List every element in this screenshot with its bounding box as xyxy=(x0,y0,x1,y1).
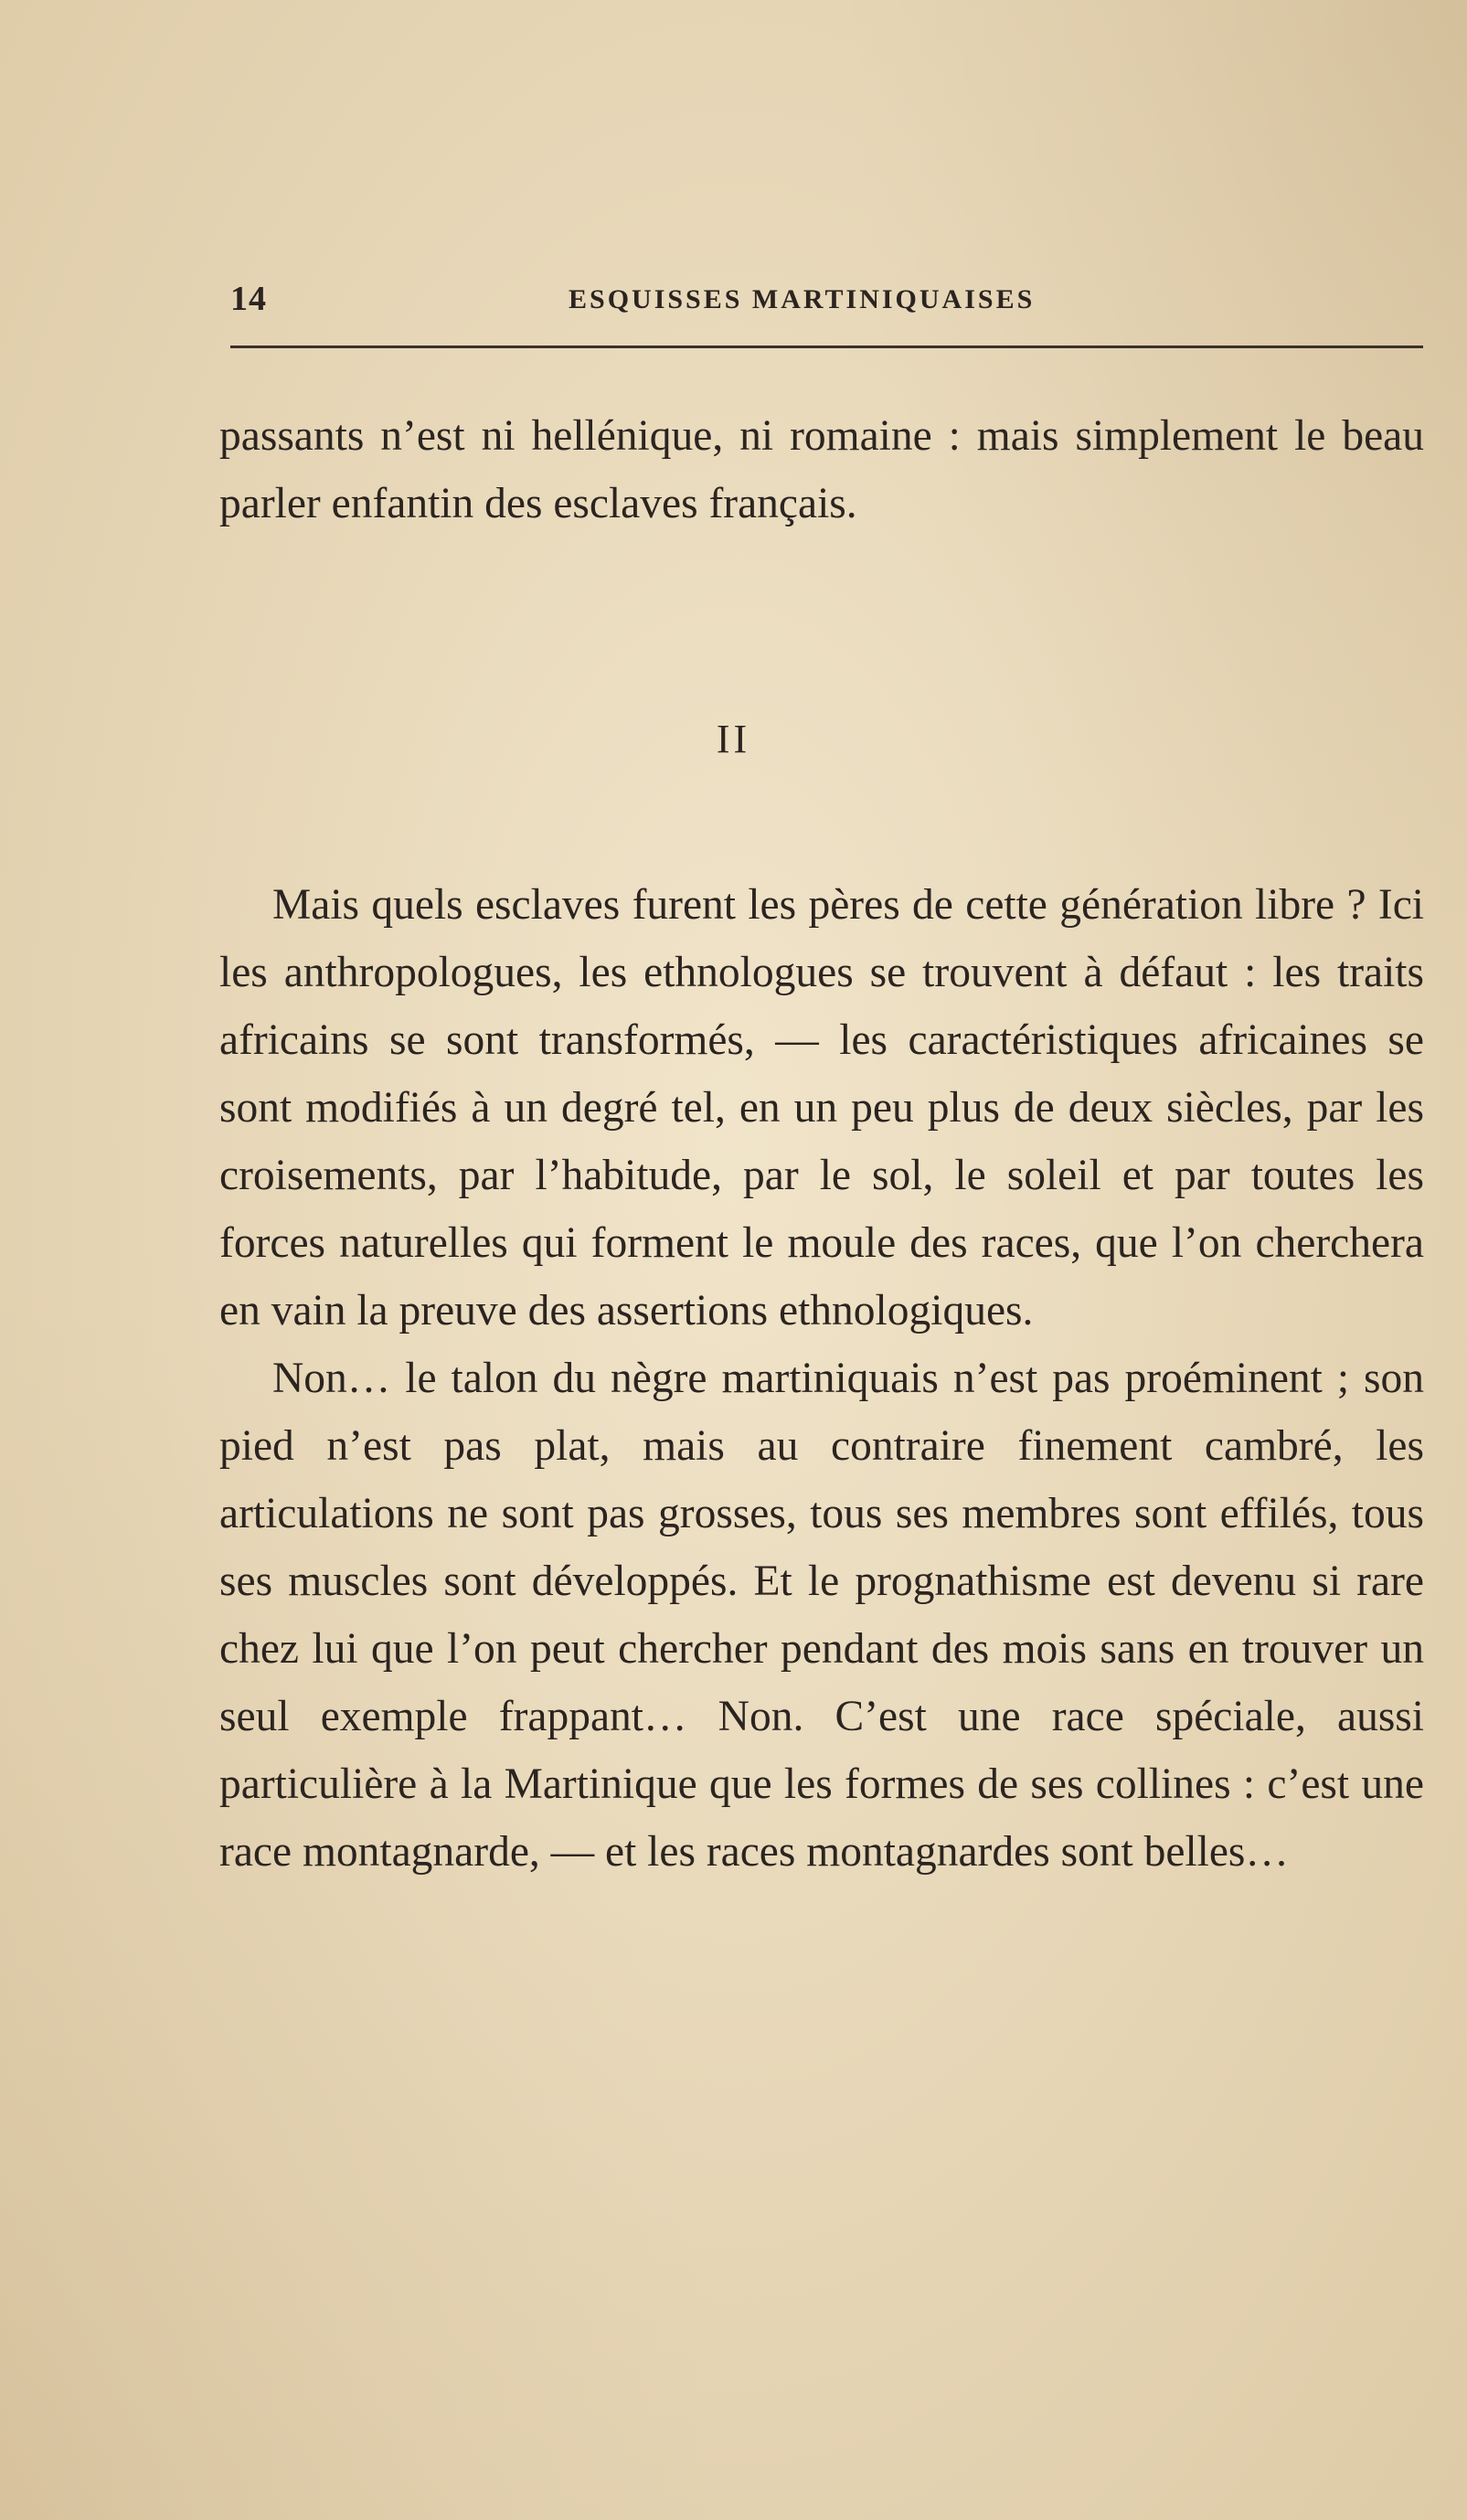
running-title: ESQUISSES MARTINIQUAISES xyxy=(569,284,1036,314)
header-rule xyxy=(230,346,1423,348)
continued-paragraph-block xyxy=(219,402,1424,537)
paragraph: Mais quels esclaves furent les pères de cette génération libre ? Ici les anthropologues, les ethnologues se trouvent à défaut : les traits africains se sont transformés, — les caractéristiques africaines se sont modifiés à un degré tel, en un peu plus de deux siècles, par les croisements, par l’habitude, par le sol, le soleil et par toutes les forces naturelles qui forment le moule des races, que l’on cherchera en vain la preuve des assertions ethnologiques. xyxy=(219,881,1424,1334)
paragraph: Non… le talon du nègre martiniquais n’est pas proéminent ; son pied n’est pas plat, mais au contraire finement cambré, les articulations ne sont pas grosses, tous ses membres sont effilés, tous ses muscles sont développés. Et le prognathisme est devenu si rare chez lui que l’on peut chercher pendant des mois sans en trouver un seul exemple frappant… Non. C’est une race spéciale, aussi particulière à la Martinique que les formes de ses collines : c’est une race montagnarde, — et les races montagnardes sont belles… xyxy=(219,1355,1424,1876)
section-text xyxy=(219,871,1424,1886)
page-number: 14 xyxy=(230,280,267,318)
running-head xyxy=(230,279,1423,324)
continued-paragraph: passants n’est ni hellénique, ni romaine : mais simplement le beau parler enfantin des esclaves français. xyxy=(219,412,1424,527)
section-number: II xyxy=(716,717,751,761)
